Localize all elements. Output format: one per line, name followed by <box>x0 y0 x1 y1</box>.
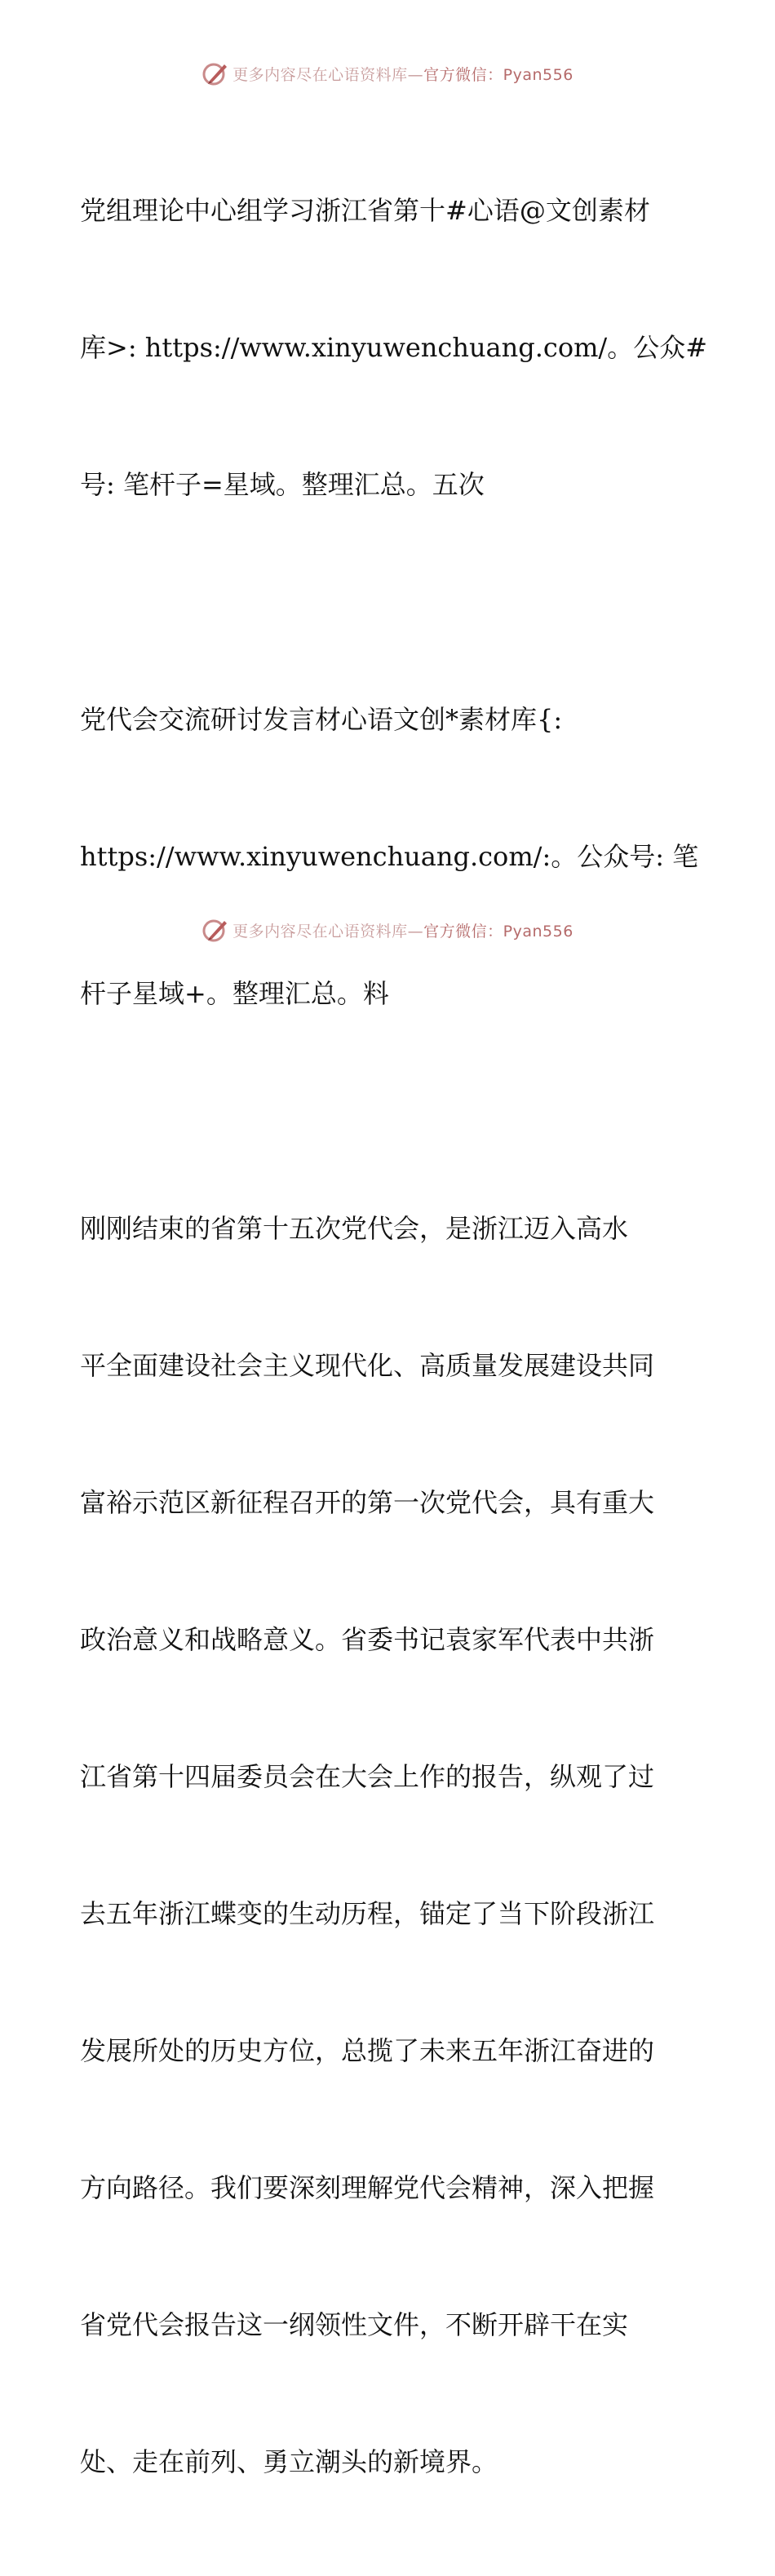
text-line: 党组理论中心组学习浙江省第十#心语@文创素材 <box>80 195 650 226</box>
footer-watermark-banner <box>0 914 775 946</box>
pen-logo-icon <box>202 916 229 944</box>
header-watermark-banner <box>0 57 775 90</box>
paragraph-2 <box>80 605 699 1108</box>
watermark-text <box>232 919 574 941</box>
document-body <box>80 96 708 2576</box>
text-line: 党代会交流研讨发言材心语文创*素材库{: <box>80 704 563 735</box>
text-line: 杆子星域+。整理汇总。料 <box>80 978 389 1009</box>
paragraph-3 <box>80 1114 693 2576</box>
text-line: 去五年浙江蝶变的生动历程，锚定了当下阶段浙江 <box>80 1898 655 1929</box>
paragraph-1 <box>80 96 708 599</box>
text-line: https://www.xinyuwenchuang.com/:。公众号: 笔 <box>80 841 699 872</box>
watermark-text <box>232 63 574 85</box>
text-line: 江省第十四届委员会在大会上作的报告，纵观了过 <box>80 1761 655 1792</box>
text-line: 发展所处的历史方位，总揽了未来五年浙江奋进的 <box>80 2035 655 2066</box>
text-line: 富裕示范区新征程召开的第一次党代会，具有重大 <box>80 1487 655 1518</box>
watermark-main: 更多内容尽在心语资料库— <box>232 65 424 84</box>
text-line: 处、走在前列、勇立潮头的新境界。 <box>80 2446 498 2477</box>
pen-logo-icon <box>202 60 229 87</box>
text-line: 库>: https://www.xinyuwenchuang.com/。公众# <box>80 332 708 363</box>
text-line: 方向路径。我们要深刻理解党代会精神，深入把握 <box>80 2172 655 2203</box>
watermark-main: 更多内容尽在心语资料库— <box>232 922 424 941</box>
text-line: 号: 笔杆子=星域。整理汇总。五次 <box>80 469 485 500</box>
watermark-wechat: 官方微信：Pyan556 <box>423 65 574 84</box>
text-line: 省党代会报告这一纲领性文件，不断开辟干在实 <box>80 2309 629 2340</box>
watermark-wechat: 官方微信：Pyan556 <box>423 922 574 941</box>
text-line: 政治意义和战略意义。省委书记袁家军代表中共浙 <box>80 1624 655 1655</box>
text-line: 刚刚结束的省第十五次党代会，是浙江迈入高水 <box>80 1213 629 1244</box>
text-line: 平全面建设社会主义现代化、高质量发展建设共同 <box>80 1350 655 1381</box>
